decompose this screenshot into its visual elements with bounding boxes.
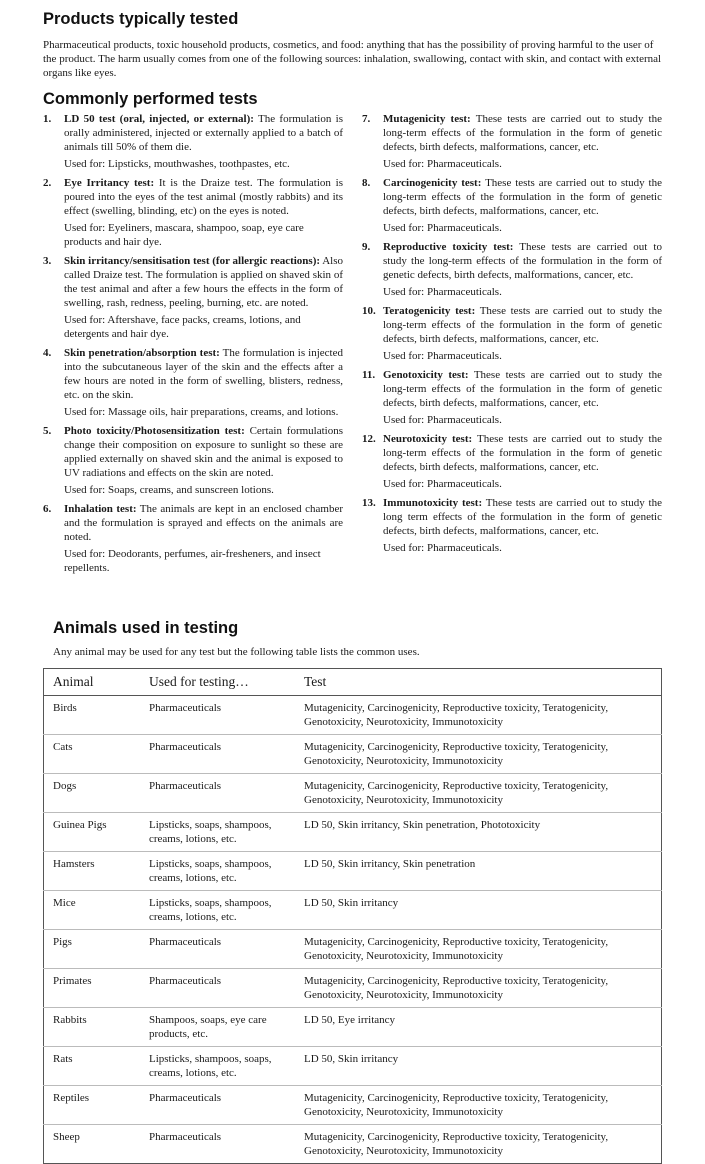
products-heading: Products typically tested [43,10,239,28]
test-number: 3. [43,255,52,267]
test-description: These tests are carried out to study the long-term effects of the formulation in the form of genetic defects, birth defects, malformations, cancer, etc. [383,241,662,281]
col-header-used-for: Used for testing… [140,669,295,696]
test-description: These tests are carried out to study the long-term effects of the formulation in the form of genetic defects, birth defects, malformations, cancer, etc. [383,369,662,409]
test-number: 1. [43,113,52,125]
animals-table [43,668,662,1164]
test-used-for: Used for: Deodorants, perfumes, air-fresheners, and insect repellents. [64,548,321,574]
test-item [362,240,662,299]
test-item [362,112,662,171]
test-description: It is the Draize test. The formulation is poured into the eyes of the test animal (mostly rabbits) and its effect (swelling, blinding, etc) on the eyes is noted. [64,177,343,217]
test-item [43,424,343,497]
test-used-for: Used for: Pharmaceuticals. [383,350,502,362]
products-intro: Pharmaceutical products, toxic household products, cosmetics, and food: anything that has the possibility of proving harmful to the user of the product. The harm usually comes from one of the following sources: inhalation, swallowing, contact with skin, and contact with external organs like eyes. [43,39,662,79]
test-title: Mutagenicity test: [383,113,471,125]
animal-cell: Pigs [44,930,141,969]
test-title: Immunotoxicity test: [383,497,483,509]
test-title: Reproductive toxicity test: [383,241,514,253]
test-cell: LD 50, Skin irritancy [295,891,662,930]
test-number: 7. [362,113,371,125]
test-item [362,176,662,235]
test-used-for: Used for: Aftershave, face packs, creams, lotions, and detergents and hair dye. [64,314,301,340]
animal-cell: Hamsters [44,852,141,891]
used-for-cell: Pharmaceuticals [140,1086,295,1125]
table-body [44,696,662,1164]
used-for-cell: Lipsticks, shampoos, soaps, creams, lotions, etc. [140,1047,295,1086]
used-for-cell: Pharmaceuticals [140,930,295,969]
table-row [44,1125,662,1164]
table-row [44,930,662,969]
test-title: Neurotoxicity test: [383,433,473,445]
animal-cell: Cats [44,735,141,774]
animals-heading: Animals used in testing [53,619,239,637]
animals-intro: Any animal may be used for any test but the following table lists the common uses. [53,646,420,658]
test-title: Inhalation test: [64,503,137,515]
animal-cell: Reptiles [44,1086,141,1125]
animal-cell: Rabbits [44,1008,141,1047]
test-used-for: Used for: Pharmaceuticals. [383,158,502,170]
test-used-for: Used for: Lipsticks, mouthwashes, toothpastes, etc. [64,158,290,170]
test-title: Teratogenicity test: [383,305,476,317]
test-number: 9. [362,241,371,253]
animal-cell: Mice [44,891,141,930]
test-title: Eye Irritancy test: [64,177,155,189]
tests-list-left [43,112,343,580]
used-for-cell: Lipsticks, soaps, shampoos, creams, lotions, etc. [140,813,295,852]
table-row [44,735,662,774]
used-for-cell: Pharmaceuticals [140,1125,295,1164]
test-number: 2. [43,177,52,189]
animal-cell: Dogs [44,774,141,813]
test-item [362,432,662,491]
col-header-test: Test [295,669,662,696]
test-used-for: Used for: Eyeliners, mascara, shampoo, soap, eye care products and hair dye. [64,222,304,248]
test-item [43,346,343,419]
table-row [44,852,662,891]
test-cell: Mutagenicity, Carcinogenicity, Reproductive toxicity, Teratogenicity, Genotoxicity, Neurotoxicity, Immunotoxicity [295,1086,662,1125]
table-row [44,891,662,930]
test-cell: LD 50, Skin irritancy [295,1047,662,1086]
table-row [44,1047,662,1086]
col-header-animal: Animal [44,669,141,696]
test-cell: Mutagenicity, Carcinogenicity, Reproductive toxicity, Teratogenicity, Genotoxicity, Neurotoxicity, Immunotoxicity [295,930,662,969]
test-item [362,496,662,555]
test-description: The animals are kept in an enclosed chamber and the formulation is sprayed and effects on the animals are noted. [64,503,343,543]
table-row [44,969,662,1008]
test-description: These tests are carried out to study the long-term effects of the formulation in the form of genetic defects, birth defects, malformations, cancer, etc. [383,177,662,217]
test-used-for: Used for: Pharmaceuticals. [383,286,502,298]
test-item [43,112,343,171]
test-description: The formulation is orally administered, injected or externally applied to a batch of animals till 50% of them die. [64,113,343,153]
used-for-cell: Shampoos, soaps, eye care products, etc. [140,1008,295,1047]
test-description: The formulation is injected into the subcutaneous layer of the skin and the effects after a few hours are noted in the form of swelling, blisters, redness, etc. on the skin. [64,347,343,401]
test-description: These tests are carried out to study the long-term effects of the formulation in the form of genetic defects, birth defects, malformations, cancer, etc. [383,113,662,153]
test-cell: Mutagenicity, Carcinogenicity, Reproductive toxicity, Teratogenicity, Genotoxicity, Neurotoxicity, Immunotoxicity [295,969,662,1008]
tests-heading: Commonly performed tests [43,90,258,108]
test-cell: Mutagenicity, Carcinogenicity, Reproductive toxicity, Teratogenicity, Genotoxicity, Neurotoxicity, Immunotoxicity [295,1125,662,1164]
animal-cell: Guinea Pigs [44,813,141,852]
used-for-cell: Pharmaceuticals [140,774,295,813]
test-cell: LD 50, Eye irritancy [295,1008,662,1047]
used-for-cell: Pharmaceuticals [140,696,295,735]
test-number: 10. [362,305,376,317]
test-used-for: Used for: Pharmaceuticals. [383,222,502,234]
test-description: Certain formulations change their composition on exposure to sunlight so these are applied externally on shaved skin and the animal is exposed to UV radiations and effects on the skin are noted. [64,425,343,479]
test-item [362,368,662,427]
table-header-row [44,669,662,696]
table-row [44,813,662,852]
table-row [44,696,662,735]
test-item [43,502,343,575]
test-description: These tests are carried out to study the long term effects of the formulation in the form of genetic defects, birth defects, malformations, cancer, etc. [383,497,662,537]
used-for-cell: Lipsticks, soaps, shampoos, creams, lotions, etc. [140,891,295,930]
test-number: 11. [362,369,376,381]
used-for-cell: Pharmaceuticals [140,969,295,1008]
test-title: Skin irritancy/sensitisation test (for allergic reactions): [64,255,321,267]
test-title: Genotoxicity test: [383,369,469,381]
test-number: 4. [43,347,52,359]
test-number: 5. [43,425,52,437]
test-number: 13. [362,497,376,509]
used-for-cell: Lipsticks, soaps, shampoos, creams, lotions, etc. [140,852,295,891]
test-item [362,304,662,363]
test-title: Photo toxicity/Photosensitization test: [64,425,245,437]
test-cell: Mutagenicity, Carcinogenicity, Reproductive toxicity, Teratogenicity, Genotoxicity, Neurotoxicity, Immunotoxicity [295,774,662,813]
tests-list-right [362,112,662,560]
test-used-for: Used for: Soaps, creams, and sunscreen lotions. [64,484,274,496]
test-title: LD 50 test (oral, injected, or external): [64,113,254,125]
table-row [44,1008,662,1047]
test-number: 12. [362,433,376,445]
test-used-for: Used for: Massage oils, hair preparations, creams, and lotions. [64,406,339,418]
test-description: These tests are carried out to study the long-term effects of the formulation in the form of genetic defects, birth defects, malformations, cancer, etc. [383,305,662,345]
test-used-for: Used for: Pharmaceuticals. [383,478,502,490]
test-title: Skin penetration/absorption test: [64,347,220,359]
test-title: Carcinogenicity test: [383,177,482,189]
test-cell: Mutagenicity, Carcinogenicity, Reproductive toxicity, Teratogenicity, Genotoxicity, Neurotoxicity, Immunotoxicity [295,735,662,774]
test-used-for: Used for: Pharmaceuticals. [383,414,502,426]
table-row [44,774,662,813]
animal-cell: Birds [44,696,141,735]
used-for-cell: Pharmaceuticals [140,735,295,774]
test-number: 6. [43,503,52,515]
animal-cell: Primates [44,969,141,1008]
test-item [43,254,343,341]
test-description: Also called Draize test. The formulation is applied on shaved skin of the test animal and after a few hours the effects in the form of swelling, rash, redness, peeling, burning, etc. are noted. [64,255,343,309]
test-cell: Mutagenicity, Carcinogenicity, Reproductive toxicity, Teratogenicity, Genotoxicity, Neurotoxicity, Immunotoxicity [295,696,662,735]
test-description: These tests are carried out to study the long-term effects of the formulation in the form of genetic defects, birth defects, malformations, cancer, etc. [383,433,662,473]
test-cell: LD 50, Skin irritancy, Skin penetration [295,852,662,891]
animal-cell: Rats [44,1047,141,1086]
test-used-for: Used for: Pharmaceuticals. [383,542,502,554]
test-number: 8. [362,177,371,189]
test-cell: LD 50, Skin irritancy, Skin penetration, Phototoxicity [295,813,662,852]
animal-cell: Sheep [44,1125,141,1164]
table-row [44,1086,662,1125]
test-item [43,176,343,249]
